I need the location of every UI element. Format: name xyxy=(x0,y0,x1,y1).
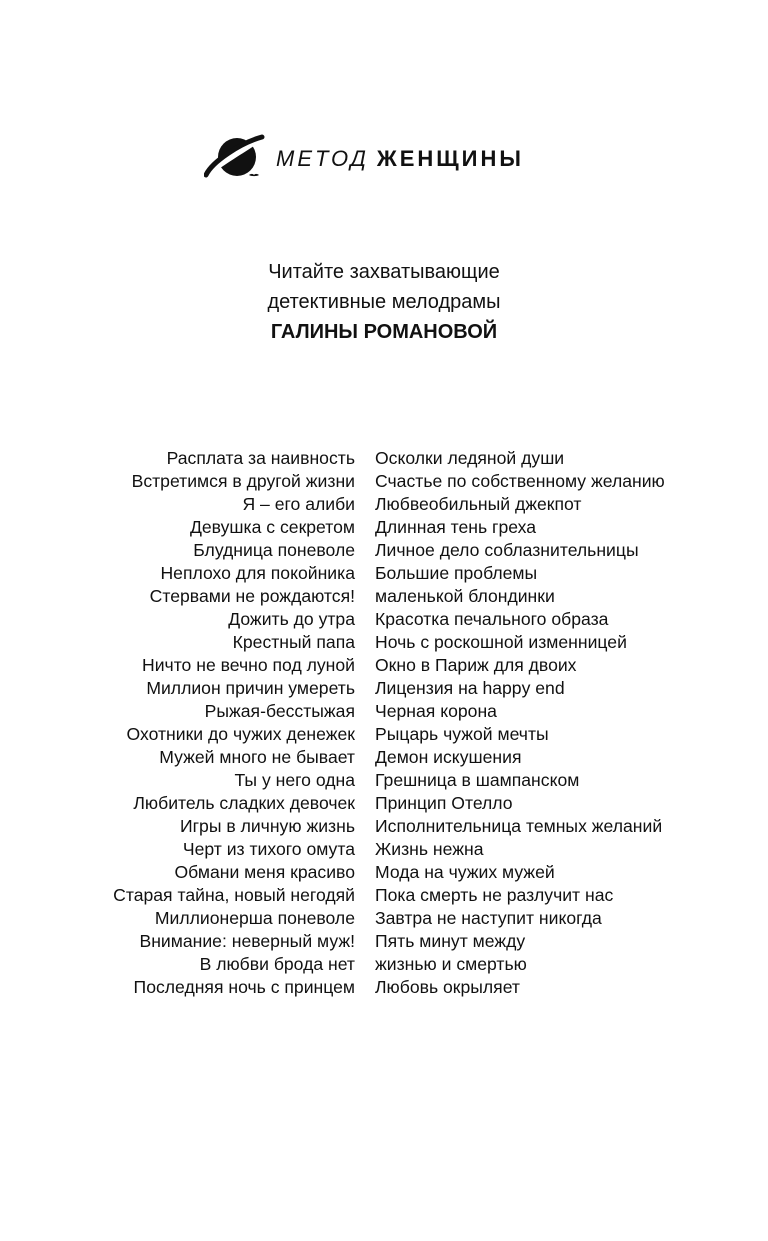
book-title: Лицензия на happy end xyxy=(375,678,565,698)
book-title: Последняя ночь с принцем xyxy=(133,977,355,997)
book-title: Миллион причин умереть xyxy=(146,678,355,698)
book-title: Ночь с роскошной изменницей xyxy=(375,632,627,652)
series-logo xyxy=(204,128,524,188)
book-title: Мужей много не бывает xyxy=(159,747,355,767)
book-title: Окно в Париж для двоих xyxy=(375,655,577,675)
intro-line-2: детективные мелодрамы xyxy=(267,291,501,313)
series-title-light: МЕТОД xyxy=(276,146,369,171)
book-title: Дожить до утра xyxy=(228,609,355,629)
book-title: Блудница поневоле xyxy=(193,540,355,560)
book-title: Любвеобильный джекпот xyxy=(375,494,582,514)
book-title: маленькой блондинки xyxy=(375,586,555,606)
book-title: Рыжая-бесстыжая xyxy=(204,701,355,721)
book-title: Большие проблемы xyxy=(375,563,538,583)
book-title: Ничто не вечно под луной xyxy=(142,655,355,675)
book-title: Жизнь нежна xyxy=(375,839,484,859)
book-title: Рыцарь чужой мечты xyxy=(375,724,549,744)
book-title: Ты у него одна xyxy=(234,770,355,790)
book-title: Длинная тень греха xyxy=(375,517,537,537)
book-title: Я – его алиби xyxy=(242,494,355,514)
book-title: Демон искушения xyxy=(375,747,522,767)
book-title: Завтра не наступит никогда xyxy=(375,908,602,928)
book-title: Расплата за наивность xyxy=(166,448,355,468)
book-title: Крестный папа xyxy=(232,632,355,652)
book-title: Мода на чужих мужей xyxy=(375,862,555,882)
book-title: жизнью и смертью xyxy=(375,954,527,974)
book-title: Обмани меня красиво xyxy=(174,862,355,882)
book-title: Миллионерша поневоле xyxy=(154,908,355,928)
book-title: Неплохо для покойника xyxy=(160,563,355,583)
intro-line-1: Читайте захватывающие xyxy=(268,261,500,283)
book-title: Встретимся в другой жизни xyxy=(131,471,355,491)
book-title: Личное дело соблазнительницы xyxy=(375,540,639,560)
book-title: Девушка с секретом xyxy=(189,517,355,537)
book-title: Игры в личную жизнь xyxy=(179,816,355,836)
series-title xyxy=(276,146,524,172)
book-title: Пока смерть не разлучит нас xyxy=(375,885,614,905)
book-title: Грешница в шампанском xyxy=(375,770,580,790)
titles-right-column xyxy=(375,447,665,999)
book-title: Черная корона xyxy=(375,701,497,721)
book-title: Любитель сладких девочек xyxy=(133,793,355,813)
book-title: Пять минут между xyxy=(375,931,526,951)
series-title-bold: ЖЕНЩИНЫ xyxy=(376,146,524,171)
book-title: В любви брода нет xyxy=(199,954,355,974)
book-title: Любовь окрыляет xyxy=(375,977,520,997)
book-title: Красотка печального образа xyxy=(375,609,609,629)
book-title: Охотники до чужих денежек xyxy=(126,724,355,744)
book-title: Черт из тихого омута xyxy=(182,839,355,859)
book-title: Счастье по собственному желанию xyxy=(375,471,665,491)
author-name: ГАЛИНЫ РОМАНОВОЙ xyxy=(270,321,498,343)
planet-lips-icon xyxy=(204,128,268,186)
book-title: Осколки ледяной души xyxy=(375,448,565,468)
book-title: Внимание: неверный муж! xyxy=(139,931,355,951)
titles-left-column xyxy=(113,447,355,999)
book-title: Старая тайна, новый негодяй xyxy=(113,885,355,905)
book-title: Стервами не рождаются! xyxy=(149,586,355,606)
book-title: Принцип Отелло xyxy=(375,793,513,813)
book-title: Исполнительница темных желаний xyxy=(375,816,663,836)
intro-block xyxy=(0,257,768,347)
